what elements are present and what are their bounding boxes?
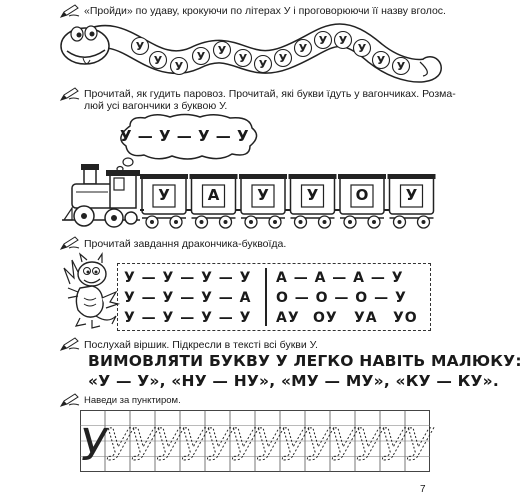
snake-letter: У bbox=[238, 52, 248, 65]
snake-letter: У bbox=[318, 34, 328, 47]
snake-letter: У bbox=[153, 54, 163, 67]
pencil-icon bbox=[60, 4, 80, 18]
wagon-letter: А bbox=[207, 186, 220, 204]
trace-dotted-letter[interactable]: У bbox=[251, 420, 286, 471]
trace-dotted-letter[interactable]: У bbox=[226, 420, 261, 471]
snake-letter: У bbox=[396, 60, 406, 73]
wagon-letter: О bbox=[355, 186, 369, 204]
wagon-letter: У bbox=[405, 186, 418, 204]
trace-dotted-letter[interactable]: У bbox=[301, 420, 336, 471]
locomotive bbox=[62, 162, 140, 232]
snake-letter: У bbox=[357, 42, 367, 55]
wagons bbox=[140, 172, 440, 234]
trace-dotted-letter[interactable]: У bbox=[276, 420, 311, 471]
instruction-dragon: Прочитай завдання дракончика-буквоїда. bbox=[84, 238, 287, 250]
poem-line-1: ВИМОВЛЯТИ БУКВУ У ЛЕГКО НАВІТЬ МАЛЮКУ: bbox=[88, 352, 522, 370]
snake-letter: У bbox=[174, 60, 184, 73]
instruction-poem: Послухай віршик. Підкресли в тексті всі букви У. bbox=[84, 339, 318, 351]
dragon-illustration bbox=[62, 254, 120, 332]
snake-letter: У bbox=[298, 42, 308, 55]
trace-dotted-letter[interactable]: У bbox=[401, 420, 436, 471]
snake-illustration bbox=[55, 18, 435, 88]
left-row: У — У — У — А bbox=[124, 290, 252, 306]
pencil-icon bbox=[60, 337, 80, 351]
instruction-train-line1: Прочитай, як гудить паровоз. Прочитай, які букви їдуть у вагончиках. Розма- bbox=[84, 88, 456, 100]
trace-dotted-letter[interactable]: У bbox=[376, 420, 411, 471]
wagon-letter: У bbox=[158, 186, 170, 204]
snake-letter: У bbox=[196, 50, 206, 63]
syllable: УА bbox=[354, 310, 378, 326]
snake-letter: У bbox=[135, 40, 145, 53]
left-row: У — У — У — У bbox=[124, 270, 252, 286]
left-row: У — У — У — У bbox=[124, 310, 252, 326]
pencil-icon bbox=[60, 236, 80, 250]
instruction-train-line2: люй усі вагончики з буквою У. bbox=[84, 100, 228, 112]
trace-dotted-letter[interactable]: У bbox=[326, 420, 361, 471]
snake-letter: У bbox=[217, 44, 227, 57]
tracing-grid bbox=[76, 410, 436, 472]
page-number: 7 bbox=[420, 484, 426, 495]
syllable: ОУ bbox=[313, 310, 338, 326]
wagon-letter: У bbox=[257, 186, 269, 204]
trace-dotted-letter[interactable]: У bbox=[176, 420, 211, 471]
steam-cloud-text: У — У — У — У bbox=[120, 127, 250, 145]
trace-dotted-letter[interactable]: У bbox=[101, 420, 136, 471]
instruction-trace: Наведи за пунктиром. bbox=[84, 395, 181, 406]
snake-letter: У bbox=[258, 58, 268, 71]
trace-dotted-letter[interactable]: У bbox=[126, 420, 161, 471]
snake-letter: У bbox=[278, 52, 288, 65]
right-row: О — О — О — У bbox=[276, 290, 407, 306]
snake-letter: У bbox=[338, 34, 348, 47]
snake-letter: У bbox=[376, 54, 386, 67]
right-row: А — А — А — У bbox=[276, 270, 404, 286]
instruction-snake: «Пройди» по удаву, крокуючи по літерах У і проговорюючи її назву вголос. bbox=[84, 5, 446, 17]
pencil-icon bbox=[60, 87, 80, 101]
trace-dotted-letter[interactable]: У bbox=[201, 420, 236, 471]
wagon-letter: У bbox=[306, 186, 319, 204]
poem-line-2: «У — У», «НУ — НУ», «МУ — МУ», «КУ — КУ». bbox=[88, 372, 499, 390]
trace-dotted-letter[interactable]: У bbox=[351, 420, 386, 471]
trace-sample-letter: У bbox=[76, 420, 111, 471]
table-divider bbox=[265, 268, 267, 326]
syllable: АУ bbox=[276, 310, 300, 326]
pencil-icon bbox=[60, 393, 80, 407]
syllable: УО bbox=[393, 310, 418, 326]
trace-dotted-letter[interactable]: У bbox=[151, 420, 186, 471]
